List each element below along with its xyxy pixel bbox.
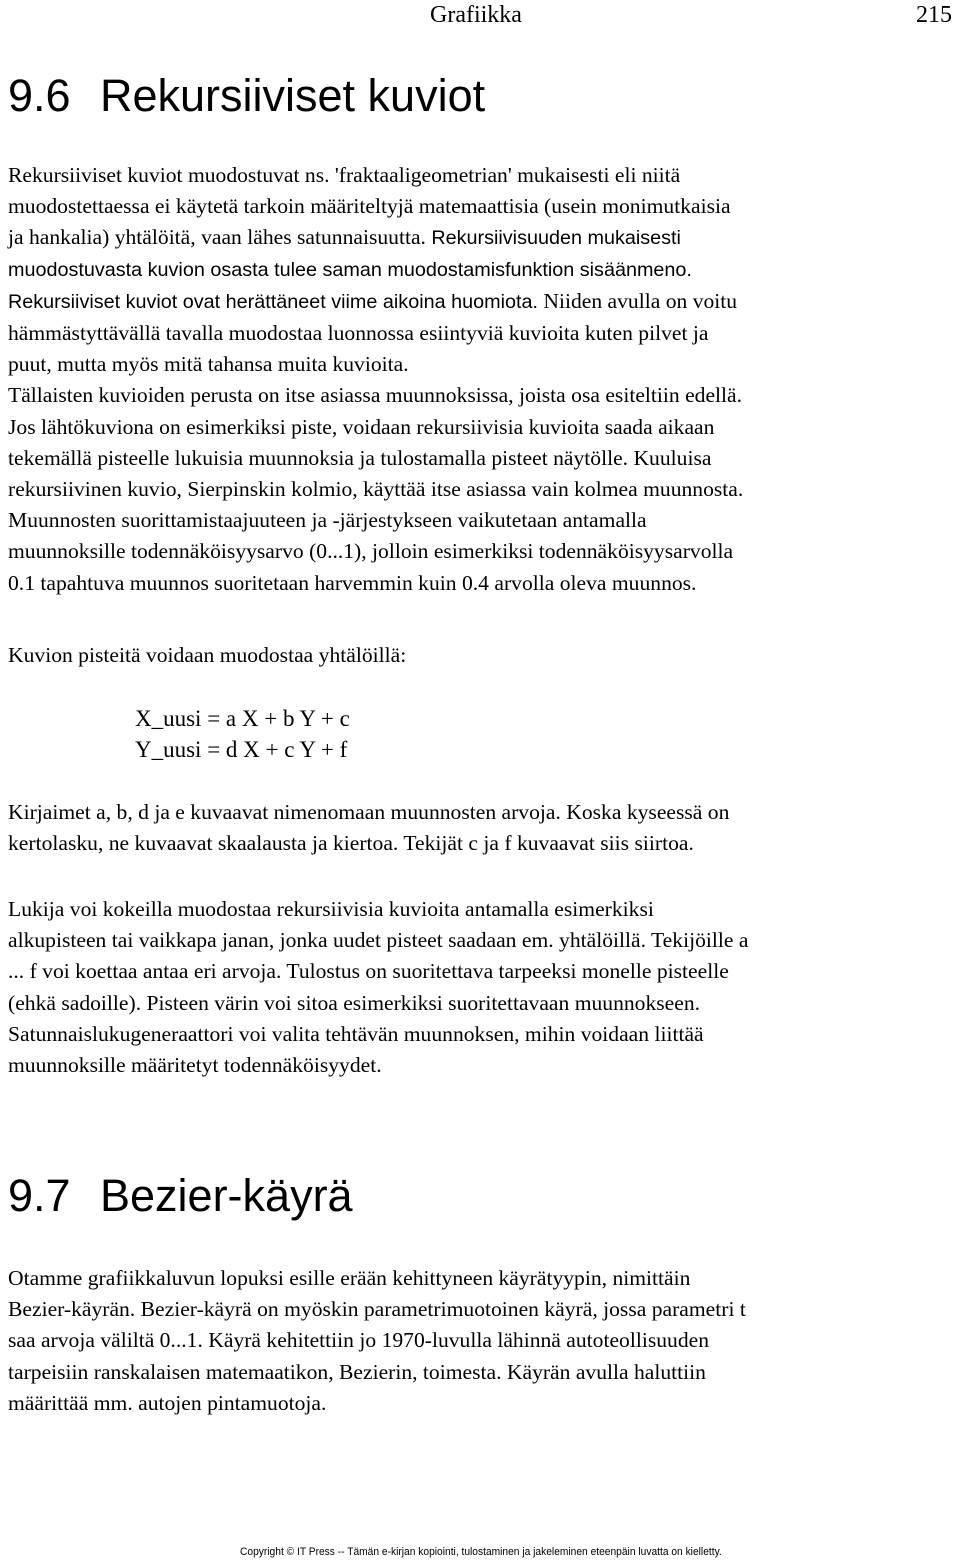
paragraph-recursive-intro bbox=[8, 160, 958, 599]
text-line: Tällaisten kuvioiden perusta on itse asiassa muunnoksissa, joista osa esiteltiin edellä. bbox=[8, 383, 743, 408]
running-header-title: Grafiikka bbox=[430, 2, 522, 28]
copyright-footer: Copyright © IT Press -- Tämän e-kirjan kopiointi, tulostaminen ja jakeleminen eteenpäin luvatta on kielletty. bbox=[240, 1546, 722, 1558]
running-header bbox=[0, 0, 960, 32]
text-run-sans: Rekursiivisuuden mukaisesti bbox=[431, 227, 681, 250]
section-heading-9-6 bbox=[8, 70, 485, 122]
text-line: muunnoksille määritetyt todennäköisyydet. bbox=[8, 1053, 382, 1078]
text-line: muunnoksille todennäköisyysarvo (0...1), jolloin esimerkiksi todennäköisyysarvolla bbox=[8, 539, 734, 564]
equation-x: X_uusi = a X + b Y + c bbox=[135, 706, 350, 731]
text-run: ja hankalia) yhtälöitä, vaan lähes satunnaisuutta. bbox=[8, 225, 426, 250]
text-line: rekursiivinen kuvio, Sierpinskin kolmio, käyttää itse asiassa vain kolmea muunnosta. bbox=[8, 477, 744, 502]
text-line: Rekursiiviset kuviot muodostuvat ns. 'fraktaaligeometrian' mukaisesti eli niitä bbox=[8, 163, 681, 187]
text-line: 0.1 tapahtuva muunnos suoritetaan harvemmin kuin 0.4 arvolla oleva muunnos. bbox=[8, 570, 697, 595]
text-line: Lukija voi kokeilla muodostaa rekursiivisia kuvioita antamalla esimerkiksi bbox=[8, 897, 654, 921]
text-line bbox=[8, 222, 958, 254]
text-line: Kuvion pisteitä voidaan muodostaa yhtälöillä: bbox=[8, 643, 407, 667]
paragraph-equations-intro bbox=[8, 640, 958, 671]
text-line: muodostuvasta kuvion osasta tulee saman muodostamisfunktion sisäänmeno. bbox=[8, 258, 692, 281]
text-line: Otamme grafiikkaluvun lopuksi esille erään kehittyneen käyrätyypin, nimittäin bbox=[8, 1266, 691, 1290]
text-run-sans: Rekursiiviset kuviot ovat herättäneet viime aikoina huomiota. bbox=[8, 290, 538, 313]
section-number: 9.6 bbox=[8, 70, 71, 121]
text-line: Muunnosten suorittamistaajuuteen ja -järjestykseen vaikutetaan antamalla bbox=[8, 508, 647, 533]
text-line: Bezier-käyrän. Bezier-käyrä on myöskin parametrimuotoinen käyrä, jossa parametri t bbox=[8, 1297, 746, 1322]
section-number: 9.7 bbox=[8, 1170, 71, 1221]
text-run: Niiden avulla on voitu bbox=[543, 288, 738, 313]
text-line: Satunnaislukugeneraattori voi valita tehtävän muunnoksen, mihin voidaan liittää bbox=[8, 1021, 704, 1046]
text-line: muodostettaessa ei käytetä tarkoin määriteltyjä matemaattisia (usein monimutkaisia bbox=[8, 194, 731, 219]
text-line: alkupisteen tai vaikkapa janan, jonka uudet pisteet saadaan em. yhtälöillä. Tekijöille a bbox=[8, 928, 749, 953]
text-line: Kirjaimet a, b, d ja e kuvaavat nimenomaan muunnosten arvoja. Koska kyseessä on bbox=[8, 800, 730, 824]
text-line: saa arvoja väliltä 0...1. Käyrä kehitettiin jo 1970-luvulla lähinnä autoteollisuuden bbox=[8, 1328, 710, 1353]
text-line: Jos lähtökuviona on esimerkiksi piste, voidaan rekursiivisia kuvioita saada aikaan bbox=[8, 414, 715, 439]
section-heading-9-7 bbox=[8, 1170, 353, 1222]
text-line: hämmästyttävällä tavalla muodostaa luonnossa esiintyviä kuvioita kuten pilvet ja bbox=[8, 321, 709, 346]
paragraph-reader-experiment bbox=[8, 894, 958, 1081]
text-line: kertolasku, ne kuvaavat skaalausta ja kiertoa. Tekijät c ja f kuvaavat siis siirtoa. bbox=[8, 831, 694, 856]
text-line: puut, mutta myös mitä tahansa muita kuvioita. bbox=[8, 352, 409, 377]
section-title: Bezier-käyrä bbox=[100, 1170, 353, 1221]
paragraph-coefficients bbox=[8, 797, 958, 859]
text-line: (ehkä sadoille). Pisteen värin voi sitoa esimerkiksi suoritettavaan muunnokseen. bbox=[8, 990, 701, 1015]
paragraph-bezier-intro bbox=[8, 1263, 958, 1419]
text-line: tarpeisiin ranskalaisen matemaatikon, Bezierin, toimesta. Käyrän avulla haluttiin bbox=[8, 1359, 706, 1384]
page-number: 215 bbox=[916, 2, 952, 28]
text-line: tekemällä pisteelle lukuisia muunnoksia ja tulostamalla pisteet näytölle. Kuuluisa bbox=[8, 445, 712, 470]
equation-block bbox=[135, 703, 350, 765]
section-title: Rekursiiviset kuviot bbox=[100, 70, 486, 121]
text-line bbox=[8, 286, 958, 318]
text-line: ... f voi koettaa antaa eri arvoja. Tulostus on suoritettava tarpeeksi monelle pisteelle bbox=[8, 959, 729, 984]
text-line: määrittää mm. autojen pintamuotoja. bbox=[8, 1390, 327, 1415]
equation-y: Y_uusi = d X + c Y + f bbox=[135, 737, 348, 762]
